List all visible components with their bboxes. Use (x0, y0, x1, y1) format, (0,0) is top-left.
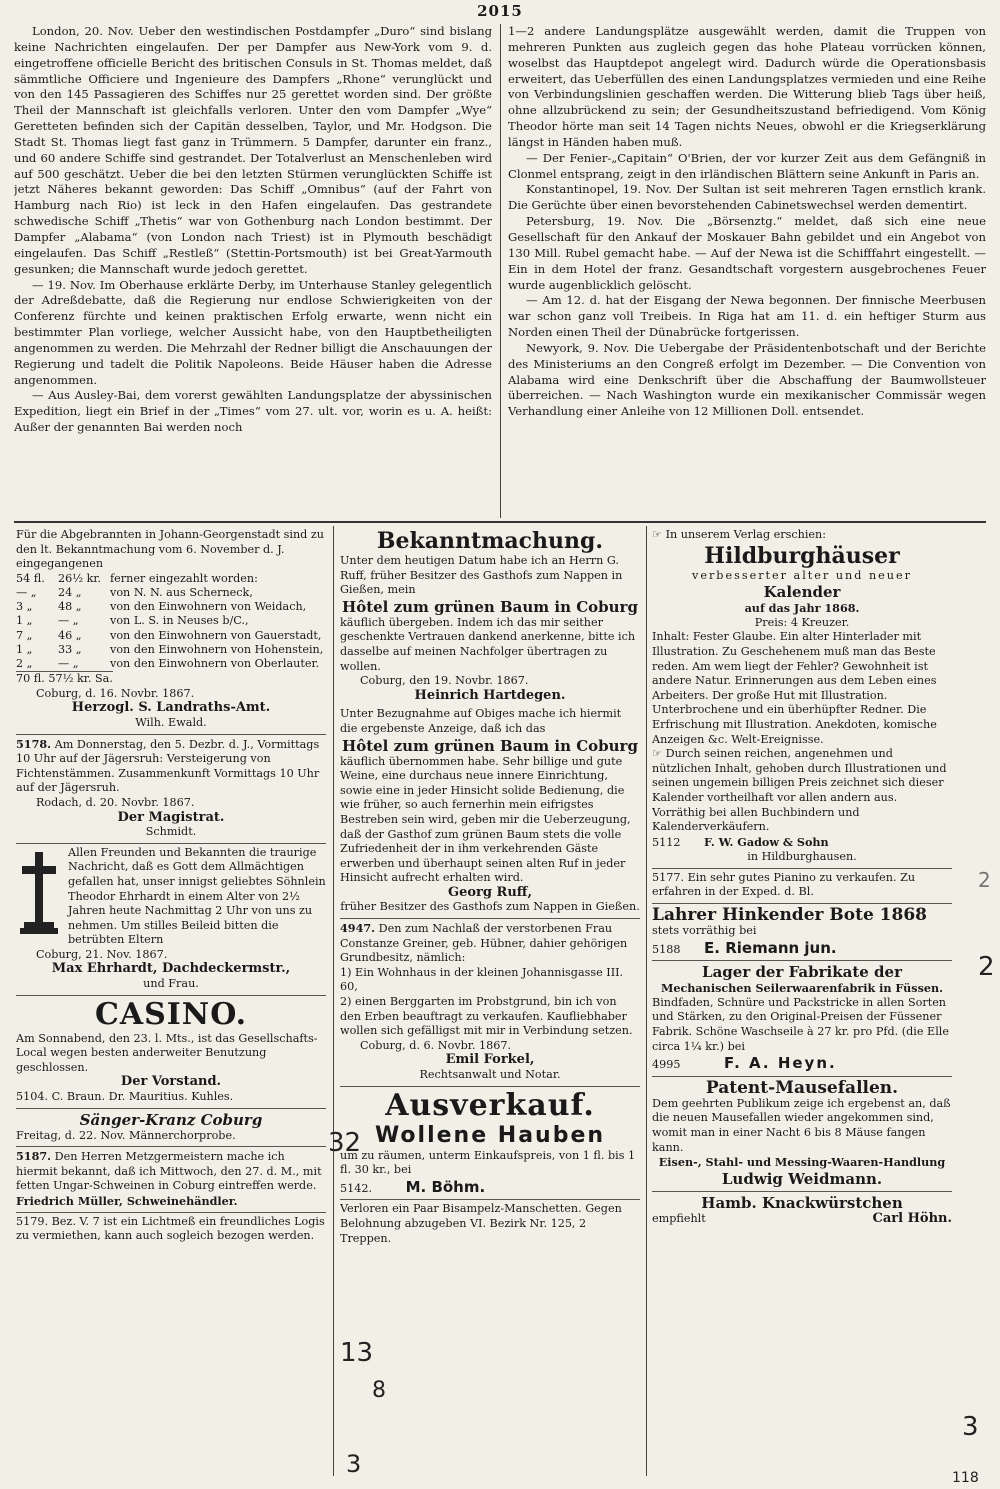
ads-column-3 (652, 526, 952, 1476)
news-newyork: Newyork, 9. Nov. Die Uebergabe der Präsidentenbotschaft und der Berichte des Ministeriums an den Congreß erfolgt im Dezember. — Die Convention von Alabama wird eine Denkschrift über die Abschaffung der Baumwollsteuer überreichen. — Nach Washington wurde ein mexikanischer Commissär wegen Verhandlung einer Anleihe von 12 Millionen Doll. entsendet. (508, 340, 986, 419)
ad-kalender (652, 526, 952, 869)
handwritten-mark-3: 8 (372, 1378, 386, 1403)
property-item-2: 2) einen Berggarten im Probstgrund, bin ich von den Erben beauftragt zu verkaufen. Kaufliebhaber wollen sich gefälligst mit mir in Verbindung setzen. (340, 995, 633, 1038)
casino-title: CASINO. (94, 996, 248, 1032)
lodging-text: 5179. Bez. V. 7 ist ein Lichtmeß ein freundliches Logis zu vermiethen, kann auch sogleich bezogen werden. (16, 1214, 325, 1243)
table-row: 1 „ 33 „ von den Einwohnern von Hohenstein, (16, 642, 324, 656)
kalender-title2: Kalender (763, 583, 841, 602)
mausefallen-title: Patent-Mausefallen. (705, 1077, 899, 1098)
donations-signer: Wilh. Ewald. (135, 715, 207, 729)
hotel-p2: käuflich übergeben. Indem ich das mir seither geschenkte Vertrauen dankend anerkenne, bitte ich dasselbe auf meinen Nachfolger übertragen zu wollen. (340, 615, 636, 673)
kalender-signer: F. W. Gadow & Sohn (704, 834, 829, 849)
bote-number: 5188 (652, 942, 681, 956)
ausverkauf-title2: Wollene Hauben (374, 1122, 606, 1148)
kalender-price: Preis: 4 Kreuzer. (754, 615, 850, 629)
pigs-number: 5187. (16, 1149, 52, 1164)
hotel-p1: Unter dem heutigen Datum habe ich an Herrn G. Ruff, früher Besitzer des Gasthofs zum Nappen in Gießen, mein (340, 554, 623, 597)
ads-column-2 (340, 526, 640, 1476)
auction-signer: Schmidt. (145, 825, 197, 839)
news-left-column (14, 24, 492, 518)
ad-pianino (652, 869, 952, 904)
ad-casino (16, 996, 326, 1109)
ausverkauf-signer: M. Böhm. (405, 1177, 486, 1196)
cross-icon (16, 848, 62, 938)
pigs-signer: Friedrich Müller, Schweinehändler. (16, 1194, 238, 1209)
auction-text: Am Donnerstag, den 5. Dezbr. d. J., Vormittags 10 Uhr auf der Jägersruh: Versteigerung von Fichtenstämmen. Zusammenkunft Vormittags 10 Uhr auf der Jägersruh. (16, 737, 320, 795)
auction-date: Rodach, d. 20. Novbr. 1867. (36, 795, 195, 809)
obituary-signer2: und Frau. (143, 977, 199, 991)
property-text: Den zum Nachlaß der verstorbenen Frau Constanze Greiner, geb. Hübner, dahier gehörigen Grundbesitz, nämlich: (340, 922, 628, 965)
donations-table (16, 572, 326, 671)
news-fenier: — Der Fenier-„Capitain“ O'Brien, der vor kurzer Zeit aus dem Gefängniß in Clonmel entsprang, zeigt in den irländischen Blättern seine Ankunft in Paris an. (508, 150, 986, 181)
hotel-title: Bekanntmachung. (376, 528, 604, 554)
ad-hotel (340, 526, 640, 919)
kalender-praise: Durch seinen reichen, angenehmen und nützlichen Inhalt, gehoben durch Illustrationen und seinen ungemein billigen Preis zeichnet sich dieser Kalender vortheilhaft vor allen andern aus. (652, 747, 947, 804)
seiler-title: Lager der Fabrikate der (702, 963, 902, 982)
ausverkauf-title: Ausverkauf. (385, 1087, 595, 1123)
ad-obituary (16, 844, 326, 996)
kalender-place: in Hildburghausen. (747, 850, 857, 864)
bote-title: Lahrer Hinkender Bote 1868 (652, 905, 927, 926)
news-abyssinia: 1—2 andere Landungsplätze ausgewählt werden, damit die Truppen von mehreren Punkten aus zugleich gegen das hohe Plateau vorrücken können, woselbst das Hauptdepot angelegt wird. Dadurch würde die Operationsbasis erweitert, das Ueberfüllen des einen Landungsplatzes vermieden und eine Reihe von Verbindungslinien geschaffen werden. Die Witterung blieb Tags über heiß, ohne allzubrückend zu sein; der Gesundheitszustand befriedigend. Vom König Theodor hörte man seit 14 Tagen nichts Neues, obwohl er die Kriegserklärung längst in Händen haben muß. (508, 24, 986, 149)
property-signer: Emil Forkel, (445, 1052, 535, 1068)
ausverkauf-text: um zu räumen, unterm Einkaufspreis, von 1 fl. bis 1 fl. 30 kr., bei (340, 1148, 636, 1177)
kalender-year: auf das Jahr 1868. (744, 601, 860, 616)
handwritten-mark-2: 13 (340, 1338, 374, 1368)
table-row: 3 „ 48 „ von den Einwohnern von Weidach, (16, 600, 307, 614)
ad-lodging (16, 1213, 326, 1247)
seiler-number: 4995 (652, 1058, 681, 1072)
ad-mausefallen (652, 1077, 952, 1192)
saengerkranz-text: Freitag, d. 22. Nov. Männerchorprobe. (16, 1128, 236, 1142)
knack-title: Hamb. Knackwürstchen (701, 1193, 903, 1212)
donations-intro: Für die Abgebrannten in Johann-Georgenstadt sind zu den lt. Bekanntmachung vom 6. November d. J. eingegangenen (16, 528, 324, 571)
hotel-p4: käuflich übernommen habe. Sehr billige und gute Weine, eine durchaus neue innere Einrichtung, sowie eine in jeder Hinsicht solide Bedienung, die wie früher, so auch fernerhin mein eifrigstes Bestreben sein wird, geben mir die Ueberzeugung, daß der Gasthof zum grünen Baum stets die volle Zufriedenheit der in ihm verkehrenden Gäste erwerben und überhaupt seinen alten Ruf in jeder Hinsicht aufrecht erhalten wird. (340, 754, 631, 885)
property-role: Rechtsanwalt und Notar. (419, 1068, 561, 1081)
handwritten-mark-7: 118 (952, 1470, 979, 1486)
kalender-stock: Vorräthig bei allen Buchbindern und Kalenderverkäufern. (652, 805, 860, 834)
property-number: 4947. (340, 921, 376, 936)
hotel-name: Hôtel zum grünen Baum in Coburg (342, 597, 638, 616)
pigs-text: Den Herren Metzgermeistern mache ich hiermit bekannt, daß ich Mittwoch, den 27. d. M., mit fetten Ungar-Schweinen in Coburg eintreffen werde. (16, 1150, 322, 1193)
news-konstantinopel: Konstantinopel, 19. Nov. Der Sultan ist seit mehreren Tagen ernstlich krank. Die Gerüchte über einen bevorstehenden Cabinetswechsel werden dementirt. (508, 182, 986, 213)
section-rule (14, 521, 986, 523)
lost-text: Verloren ein Paar Bisampelz-Manschetten. Gegen Belohnung abzugeben VI. Bezirk Nr. 125, 2 Treppen. (340, 1202, 622, 1245)
ad-seilerwaaren (652, 961, 952, 1077)
hotel-signer: Heinrich Hartdegen. (414, 687, 566, 703)
news-divider (500, 24, 501, 518)
table-row: — „ 24 „ von N. N. aus Scherneck, (16, 585, 253, 599)
kalender-lead: In unserem Verlag erschien: (665, 528, 827, 541)
casino-authority: Der Vorstand. (120, 1074, 222, 1090)
table-row: 54 fl. 26½ kr. ferner eingezahlt worden: (16, 571, 258, 585)
handwritten-mark-8: 2 (978, 868, 991, 892)
ad-auction (16, 735, 326, 844)
hotel-name-2: Hôtel zum grünen Baum in Coburg (342, 736, 638, 755)
donations-total: 70 fl. 57½ kr. Sa. (16, 672, 113, 686)
property-item-1: 1) Ein Wohnhaus in der kleinen Johannisgasse III. 60, (340, 965, 624, 994)
obituary-date: Coburg, 21. Nov. 1867. (36, 947, 168, 961)
seiler-title2: Mechanischen Seilerwaarenfabrik in Füssen. (660, 981, 944, 996)
pointing-hand-icon-2: ☞ (652, 747, 663, 761)
handwritten-mark-1: 32 (328, 1128, 362, 1158)
mausefallen-title2: Eisen-, Stahl- und Messing-Waaren-Handlung (658, 1155, 946, 1170)
kalender-sub: verbesserter alter und neuer (692, 568, 912, 582)
kalender-number: 5112 (652, 835, 681, 849)
knack-signer: Carl Höhn. (872, 1210, 952, 1226)
news-london-1: London, 20. Nov. Ueber den westindischen Postdampfer „Duro“ sind bislang keine Nachrichten eingelaufen. Der per Dampfer aus New-York vom 9. d. eingetroffene officielle Bericht des britischen Consuls in St. Thomas meldet, daß sämmtliche Officiere und Ingenieure des Dampfers „Rhone“ verunglückt und von den 145 Passagieren des Schiffes nur 25 gerettet worden sind. Der größte Theil der Mannschaft ist gleichfalls verloren. Unter den vom Dampfer „Wye“ Geretteten befinden sich der Capitän desselben, Taylor, und Mr. Hodgson. Die Stadt St. Thomas liegt fast ganz in Trümmern. 5 Dampfer, darunter ein franz., und 60 andere Schiffe sind gestrandet. Der Totalverlust an Menschenleben wird auf 500 geschätzt. Ueber die bei den letzten Stürmen verunglückten Schiffe ist jetzt Näheres bekannt geworden: Das Schiff „Omnibus“ (auf der Fahrt von Hamburg nach Rio) ist leck in den Hafen eingelaufen. Das gestrandete schwedische Schiff „Thetis“ war von Gothenburg nach London bestimmt. Der Dampfer „Alabama“ (von London nach Triest) ist in Plymouth beschädigt eingelaufen. Das Schiff „Restleß“ (Stettin-Portsmouth) ist bei Great-Yarmouth gesunken; die Mannschaft wurde jedoch gerettet. (14, 24, 492, 276)
kalender-contents: Inhalt: Fester Glaube. Ein alter Hinterlader mit Illustration. Zu Geschehenem muß man das Beste reden. Am wem liegt der Fehler? Gewohnheit ist andere Natur. Erinnerungen aus dem Leben eines Arbeiters. Der große Hut mit Illustration. Unterbrochene und ein überhüpfter Redner. Die Erfrischung mit Illustration. Anekdoten, komische Anzeigen &c. Welt-Ereignisse. (652, 630, 937, 746)
casino-text: Am Sonnabend, den 23. l. Mts., ist das Gesellschafts-Local wegen besten anderweiter Benutzung geschlossen. (16, 1031, 318, 1074)
table-row: 7 „ 46 „ von den Einwohnern von Gauerstadt, (16, 628, 322, 642)
donations-date: Coburg, d. 16. Novbr. 1867. (36, 686, 195, 700)
ad-lost (340, 1200, 640, 1249)
news-newa: — Am 12. d. hat der Eisgang der Newa begonnen. Der finnische Meerbusen war schon ganz voll Treibeis. In Riga hat am 11. d. ein heftiger Sturm aus Norden einen Theil der Dünabrücke fortgerissen. (508, 293, 986, 340)
auction-authority: Der Magistrat. (117, 809, 225, 825)
ad-donations (16, 526, 326, 735)
hotel-date: Coburg, den 19. Novbr. 1867. (360, 674, 529, 688)
obituary-text: Allen Freunden und Bekannten die traurige Nachricht, daß es Gott dem Allmächtigen gefallen hat, unser innigst geliebtes Söhnlein Theodor Ehrhardt in einem Alter von 2½ Jahren heute Nachmittag 2 Uhr von uns zu nehmen. Um stilles Beileid bitten die betrübten Eltern (68, 845, 326, 947)
ad-knackwuerstchen (652, 1192, 952, 1230)
auction-number: 5178. (16, 736, 52, 751)
pointing-hand-icon: ☞ (652, 528, 663, 541)
mausefallen-signer: Ludwig Weidmann. (721, 1169, 883, 1188)
mausefallen-text: Dem geehrten Publikum zeige ich ergebenst an, daß die neuen Mausefallen wieder angekommen sind, womit man in einer Nacht 6 bis 8 Mäuse fangen kann. (652, 1096, 951, 1154)
ad-property (340, 919, 640, 1087)
column-divider-1 (333, 526, 334, 1476)
knack-text: empfiehlt (652, 1211, 706, 1225)
news-london-2: — 19. Nov. Im Oberhause erklärte Derby, im Unterhause Stanley gelegentlich der Adreßdebatte, daß die Regierung nur endlose Schwierigkeiten von der Conferenz fürchte und keinen praktischen Erfolg erwarte, wenn nicht ein bestimmter Plan vorliege, welcher Aussicht habe, von den Hauptbetheiligten angenommen zu werden. Die Mehrzahl der Redner billigt die Anschauungen der Regierung und tadelt die Politik Napoleons. Beide Häuser haben die Adresse angenommen. (14, 277, 492, 387)
news-right-column (508, 24, 986, 518)
pianino-text: 5177. Ein sehr gutes Pianino zu verkaufen. Zu erfahren in der Exped. d. Bl. (652, 870, 916, 899)
casino-footer: 5104. C. Braun. Dr. Mauritius. Kuhles. (16, 1090, 234, 1104)
hotel-signer-2: Georg Ruff, (448, 884, 532, 900)
table-row: 2 „ — „ von den Einwohnern von Oberlauter. (16, 657, 320, 670)
ad-saengerkranz (16, 1109, 326, 1148)
ausverkauf-number: 5142. (340, 1181, 373, 1195)
hotel-p3: Unter Bezugnahme auf Obiges mache ich hiermit die ergebenste Anzeige, daß ich das (340, 707, 622, 735)
bote-signer: E. Riemann jun. (704, 938, 837, 957)
table-row: 1 „ — „ von L. S. in Neuses b/C., (16, 614, 249, 628)
hotel-signer-2b: früher Besitzer des Gasthofs zum Nappen in Gießen. (340, 900, 640, 914)
page-number: 2015 (477, 2, 523, 20)
ad-bote (652, 904, 952, 961)
news-petersburg: Petersburg, 19. Nov. Die „Börsenztg.“ meldet, daß sich eine neue Gesellschaft für den Ankauf der Moskauer Bahn gebildet und ein Angebot von 130 Mill. Rubel gemacht habe. — Auf der Newa ist die Schifffahrt eingestellt. — Ein in dem Hotel der franz. Gesandtschaft vorgestern ausgebrochenes Feuer wurde augenblicklich gelöscht. (508, 214, 986, 292)
column-divider-2 (646, 526, 647, 1476)
handwritten-mark-4: 3 (346, 1450, 362, 1478)
ads-column-1 (16, 526, 326, 1476)
obituary-signer: Max Ehrhardt, Dachdeckermstr., (51, 961, 291, 977)
saengerkranz-title: Sänger-Kranz Coburg (79, 1110, 263, 1129)
handwritten-mark-6: 3 (962, 1412, 979, 1442)
seiler-signer: F. A. Heyn. (724, 1054, 837, 1073)
donations-authority: Herzogl. S. Landraths-Amt. (71, 700, 271, 716)
seiler-text: Bindfaden, Schnüre und Packstricke in allen Sorten und Stärken, zu den Original-Preisen der Füssener Fabrik. Schöne Waschseile à 27 kr. pro Pfd. (die Elle circa 1¼ kr.) bei (652, 995, 950, 1053)
property-date: Coburg, d. 6. Novbr. 1867. (360, 1038, 512, 1052)
handwritten-mark-5: 2 (978, 952, 995, 982)
news-london-3: — Aus Ausley-Bai, dem vorerst gewählten Landungsplatze der abyssinischen Expedition, liegt ein Brief in der „Times“ vom 27. ult. vor, worin es u. A. heißt: Außer der genannten Bai werden noch (14, 388, 492, 435)
kalender-title: Hildburghäuser (704, 542, 900, 569)
news-section (14, 24, 986, 518)
ad-ausverkauf (340, 1087, 640, 1201)
bote-text: stets vorräthig bei (652, 924, 757, 938)
ad-pigs (16, 1147, 326, 1212)
